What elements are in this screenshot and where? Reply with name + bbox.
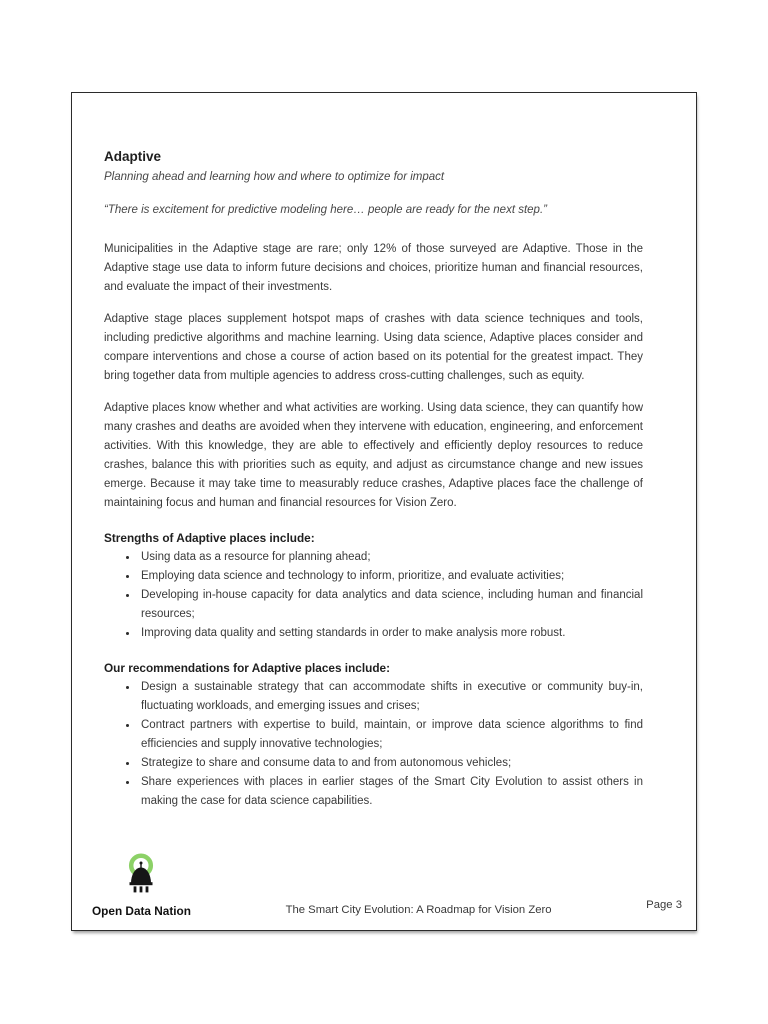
list-item: • Contract partners with expertise to build, maintain, or improve data science algorithms to find efficiencies and supply innovative technologies; bbox=[138, 716, 643, 754]
body-paragraph: Municipalities in the Adaptive stage are rare; only 12% of those surveyed are Adaptive. Those in the Adaptive stage use data to inform future decisions and choices, prioritize human and financial resources, and evaluate the impact of their investments. bbox=[104, 243, 643, 293]
page-subtitle: Planning ahead and learning how and where to optimize for impact bbox=[104, 171, 445, 183]
list-item: • Employing data science and technology to inform, prioritize, and evaluate activities; bbox=[138, 567, 643, 586]
page-content bbox=[72, 93, 696, 811]
capitol-dome-logo-icon bbox=[121, 852, 161, 901]
body-paragraph: Adaptive stage places supplement hotspot maps of crashes with data science techniques and tools, including predictive algorithms and machine learning. Using data science, Adaptive places consider and compare interventions and chose a course of action based on its potential for the greatest impact. They bring together data from multiple agencies to address cross-cutting challenges, such as equity. bbox=[104, 313, 643, 382]
body-paragraph: Adaptive places know whether and what activities are working. Using data science, they can quantify how many crashes and deaths are avoided when they intervene with education, engineering, and enforcement activities. With this knowledge, they are able to effectively and efficiently deploy resources to reduce crashes, balance this with priorities such as equity, and adjust as circumstance change and new issues emerge. Because it may take time to measurably reduce crashes, Adaptive places face the challenge of maintaining focus and human and financial resources for Vision Zero. bbox=[104, 402, 643, 509]
list-item: • Using data as a resource for planning ahead; bbox=[138, 548, 643, 567]
pull-quote: “There is excitement for predictive modeling here… people are ready for the next step.” bbox=[104, 204, 547, 216]
page-frame bbox=[71, 92, 697, 931]
org-logo-block bbox=[92, 852, 191, 918]
list-item: • Design a sustainable strategy that can accommodate shifts in executive or community buy-in, fluctuating workloads, and emerging issues and crises; bbox=[138, 678, 643, 716]
list-item: • Strategize to share and consume data to and from autonomous vehicles; bbox=[138, 754, 643, 773]
page-title: Adaptive bbox=[104, 149, 162, 164]
strengths-list bbox=[104, 548, 643, 643]
list-item: • Share experiences with places in earlier stages of the Smart City Evolution to assist others in making the case for data science capabilities. bbox=[138, 773, 643, 811]
list-item: • Improving data quality and setting standards in order to make analysis more robust. bbox=[138, 624, 643, 643]
org-name: Open Data Nation bbox=[92, 904, 191, 918]
footer-doc-title: The Smart City Evolution: A Roadmap for Vision Zero bbox=[285, 904, 552, 916]
recommendations-heading: Our recommendations for Adaptive places include: bbox=[104, 661, 391, 675]
strengths-heading: Strengths of Adaptive places include: bbox=[104, 531, 315, 545]
page-footer bbox=[72, 852, 696, 918]
list-item: • Developing in-house capacity for data analytics and data science, including human and financial resources; bbox=[138, 586, 643, 624]
recommendations-list bbox=[104, 678, 643, 811]
page-number: Page 3 bbox=[646, 899, 682, 911]
